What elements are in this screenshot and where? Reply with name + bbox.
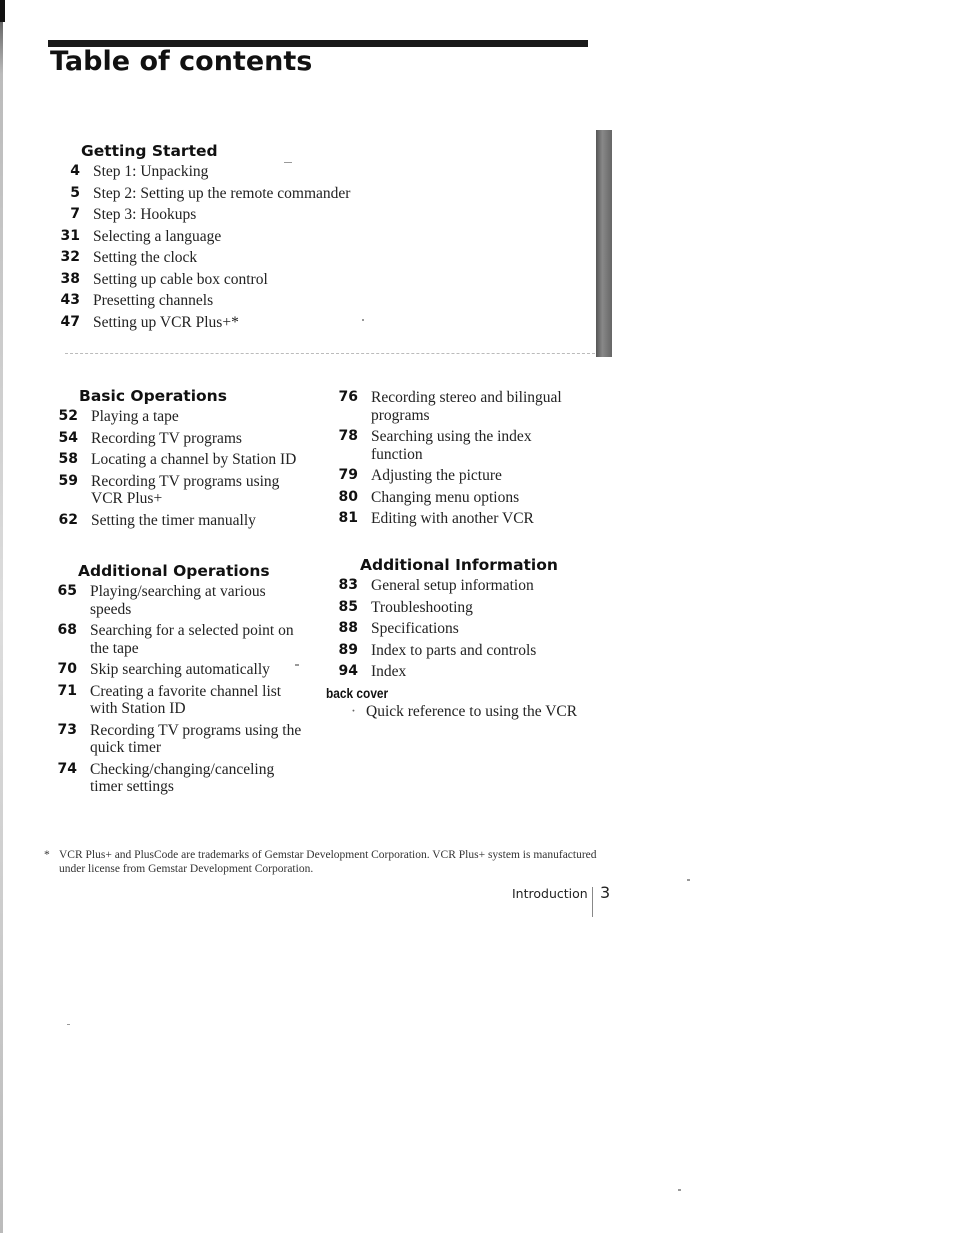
toc-page-number: 47 [60, 313, 80, 330]
toc-entry [48, 271, 388, 289]
toc-page-number: 5 [70, 184, 80, 201]
toc-page-number: 81 [338, 510, 358, 526]
footnote-text: VCR Plus+ and PlusCode are trademarks of Gemstar Development Corporation. VCR Plus+ system is manufactured under license from Gemstar Development Corporation. [59, 849, 597, 875]
toc-page-number: 85 [338, 598, 358, 615]
toc-entry [326, 428, 576, 463]
section-heading: Additional Information [360, 556, 558, 574]
footnote [44, 848, 604, 876]
toc-page-number: 31 [60, 227, 80, 244]
section-getting-started [48, 142, 388, 335]
toc-entry-title: Locating a channel by Station ID [91, 451, 297, 468]
toc-page-number: 74 [57, 760, 77, 777]
toc-page-number: 38 [60, 270, 80, 287]
scan-speck [362, 319, 364, 321]
scan-speck [687, 879, 690, 881]
toc-page-number: 32 [60, 249, 80, 265]
toc-entry-title: Creating a favorite channel list with Station ID [90, 682, 282, 717]
page-edge-shadow [0, 0, 3, 1233]
toc-entry [326, 577, 596, 595]
section-divider [65, 353, 595, 354]
toc-entry [48, 185, 388, 203]
back-cover-text: Quick reference to using the VCR [366, 702, 578, 720]
toc-page-number: 70 [57, 661, 77, 677]
toc-entry-title: Checking/changing/canceling timer settings [90, 760, 275, 795]
back-cover-entry [326, 703, 596, 721]
scan-speck [295, 664, 299, 666]
toc-entry [326, 389, 576, 424]
toc-entry [48, 228, 388, 246]
toc-entry [45, 683, 307, 718]
section-basic-operations-continued [326, 389, 576, 532]
toc-entry-title: Changing menu options [371, 488, 520, 506]
toc-page-number: 59 [58, 472, 78, 489]
toc-entry-title: Searching using the index function [371, 428, 532, 463]
toc-entry [48, 163, 388, 181]
toc-entry-title: Playing/searching at various speeds [90, 583, 266, 618]
toc-page-number: 88 [338, 620, 358, 636]
toc-entry-title: Setting the clock [93, 249, 198, 266]
footer-section-label: Introduction [512, 886, 588, 901]
toc-entry-title: Presetting channels [93, 292, 214, 309]
toc-entry [46, 512, 308, 530]
toc-entry-title: Setting the timer manually [91, 511, 256, 529]
toc-entry-title: Editing with another VCR [371, 510, 534, 527]
toc-page-number: 4 [70, 163, 80, 179]
toc-page-number: 94 [338, 663, 358, 679]
toc-page-number: 65 [57, 583, 77, 599]
toc-entry-title: Skip searching automatically [90, 661, 270, 678]
page-number: 3 [600, 883, 611, 902]
section-heading: Getting Started [81, 142, 218, 160]
toc-entry-title: Searching for a selected point on the tape [90, 622, 294, 657]
section-heading: Additional Operations [78, 562, 270, 580]
toc-entry [48, 292, 388, 310]
toc-entry [326, 642, 596, 660]
toc-entry-title: Selecting a language [93, 227, 222, 245]
toc-entry [45, 583, 307, 618]
toc-page-number: 71 [57, 682, 77, 699]
toc-entry [45, 661, 307, 679]
toc-entry [326, 489, 576, 507]
toc-entry-title: Index to parts and controls [371, 641, 537, 659]
toc-page-number: 52 [58, 408, 78, 424]
toc-entry-title: Recording TV programs [91, 429, 242, 447]
toc-entry-title: Recording TV programs using VCR Plus+ [91, 472, 280, 507]
toc-entry [46, 408, 308, 426]
toc-entry [48, 206, 388, 224]
section-heading: Basic Operations [79, 387, 227, 405]
toc-page-number: 43 [60, 292, 80, 308]
toc-entry [326, 510, 576, 528]
toc-entry [46, 430, 308, 448]
toc-entry [45, 722, 307, 757]
toc-entry-title: General setup information [371, 577, 534, 594]
section-basic-operations [46, 387, 308, 533]
toc-page-number: 73 [57, 721, 77, 738]
toc-entry [46, 451, 308, 469]
toc-entry [326, 620, 596, 638]
toc-page-number: 80 [338, 488, 358, 505]
toc-page-number: 83 [338, 577, 358, 593]
section-tab-marker [596, 130, 612, 357]
scan-speck [67, 1024, 70, 1025]
section-additional-operations [45, 562, 307, 800]
toc-entry-title: Specifications [371, 620, 459, 637]
bullet-dot: · [350, 702, 356, 720]
toc-entry [48, 249, 388, 267]
toc-page-number: 79 [338, 467, 358, 483]
entry-list [326, 577, 596, 681]
toc-page-number: 54 [58, 429, 78, 446]
footnote-marker: * [44, 849, 50, 861]
entry-list [48, 163, 388, 331]
entry-list [45, 583, 307, 796]
toc-entry [326, 467, 576, 485]
toc-entry-title: Step 2: Setting up the remote commander [93, 184, 351, 202]
toc-entry [45, 761, 307, 796]
toc-entry-title: Step 1: Unpacking [93, 163, 209, 180]
entry-list [326, 389, 576, 528]
toc-page-number: 76 [338, 389, 358, 405]
page-edge-mark [0, 0, 5, 22]
toc-entry [326, 663, 596, 681]
toc-entry-title: Setting up VCR Plus+* [93, 313, 239, 331]
toc-page-number: 78 [338, 428, 358, 444]
page-title: Table of contents [50, 46, 313, 77]
toc-entry [48, 314, 388, 332]
entry-list [46, 408, 308, 529]
scan-speck [284, 162, 292, 163]
toc-entry-title: Index [371, 663, 407, 680]
toc-page-number: 89 [338, 641, 358, 658]
toc-page-number: 68 [57, 622, 77, 638]
toc-entry-title: Playing a tape [91, 408, 179, 425]
toc-entry-title: Recording stereo and bilingual programs [371, 389, 562, 424]
section-additional-information [326, 556, 596, 720]
toc-page-number: 62 [58, 511, 78, 528]
toc-entry-title: Setting up cable box control [93, 270, 268, 288]
toc-entry-title: Troubleshooting [371, 598, 473, 616]
toc-entry-title: Adjusting the picture [371, 467, 502, 484]
back-cover-label: back cover [326, 684, 389, 701]
toc-entry [326, 599, 596, 617]
toc-entry [46, 473, 308, 508]
toc-entry [45, 622, 307, 657]
toc-page-number: 7 [70, 206, 80, 222]
scan-speck [678, 1189, 681, 1191]
toc-entry-title: Recording TV programs using the quick timer [90, 721, 302, 756]
toc-page-number: 58 [58, 451, 78, 467]
toc-entry-title: Step 3: Hookups [93, 206, 197, 223]
footer-separator [592, 887, 593, 917]
